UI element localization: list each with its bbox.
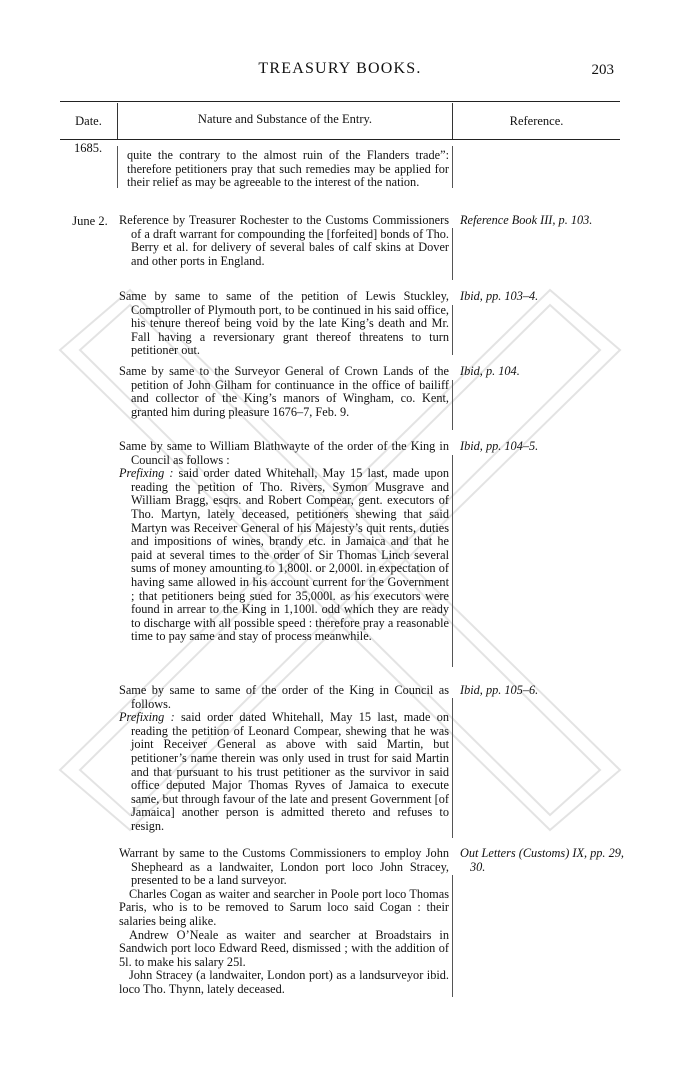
column-bar [452, 875, 453, 997]
entry-text [119, 847, 449, 997]
column-bar [452, 228, 453, 280]
column-header-date: Date. [75, 114, 102, 128]
column-header-nature: Nature and Substance of the Entry. [197, 112, 373, 126]
entry-body: Reference by Treasurer Rochester to the Customs Commissioners of a draft warrant for compounding the [forfeited] bonds of Tho. Berry et al. for delivery of several bales of calf skins at Dover and other ports in England. [119, 213, 449, 268]
prefix-text: said order dated Whitehall, May 15 last, made on reading the petition of Leonard Compear, shewing that he was joint Receiver General as above with said Martin, but petitioner’s name therein was only used in trust for said Martin and that pursuant to his trust petitioner as the survivor in said office deputed Major Thomas Ryves of Jamaica to execute same, but through favour of the late and present Government [of Jamaica] another person is admitted thereto and refuses to resign. [131, 710, 449, 833]
entry-reference [460, 290, 625, 304]
column-bar [452, 455, 453, 667]
entry-reference [460, 684, 625, 698]
prefix-label: Prefixing : [119, 466, 174, 481]
column-header-reference: Reference. [509, 114, 564, 128]
page-number: 203 [591, 62, 614, 78]
entry-text [119, 290, 449, 358]
column-bar [117, 146, 118, 188]
entry-prefix [119, 711, 449, 833]
page-header [60, 60, 620, 90]
entry-body: Same by same to same of the order of the King in Council as follows. [119, 683, 449, 711]
entry-body: Same by same to the Surveyor General of Crown Lands of the petition of John Gilham for continuance in the office of bailiff and collector of the King’s manors of Wingham, co. Kent, granted him during pleasure 1676–7, Feb. 9. [119, 364, 449, 419]
entry-date: 1685. [73, 141, 103, 155]
entry-reference [460, 214, 625, 228]
reference-text: Reference Book III, p. 103. [460, 213, 593, 227]
entry-text [119, 684, 449, 834]
running-title: TREASURY BOOKS. [258, 60, 422, 77]
entry-body: Same by same to William Blathwayte of the order of the King in Council as follows : [119, 439, 449, 467]
entry-date: June 2. [72, 214, 108, 228]
entry-prefix [119, 467, 449, 644]
entry-body: Warrant by same to the Customs Commissioners to employ John Shepheard as a landwaiter, London port loco John Stracey, presented to be a land surveyor. [119, 846, 449, 888]
entry-reference [460, 847, 625, 874]
entry-text [119, 365, 449, 419]
entry-paragraph: Andrew O’Neale as waiter and searcher at Broadstairs in Sandwich port loco Edward Reed, dismissed ; with the addition of 5l. to make his salary 25l. [119, 927, 449, 969]
column-bar [452, 698, 453, 838]
reference-text: Ibid, pp. 104–5. [460, 439, 539, 453]
prefix-text: said order dated Whitehall, May 15 last, made upon reading the petition of Tho. Rivers, Symon Musgrave and William Bragg, esqrs. and Robert Compear, gent. executors of Tho. Martyn, lately deceased, petitioners shewing that said Martyn was Receiver General of his Majesty’s quit rents, duties and impositions of wines, brandy etc. in Jamaica and that he paid at several times to the order of Sir Thomas Linch several sums of money amounting to 1,800l. or 2,000l. in expectation of having same allowed in his account current for the Government ; that petitioners being sued for 35,000l. as his executors were found in arrear to the King in 1,100l. odd which they are ready to discharge with all possible speed : therefore pray a reasonable time to pay same and stay of process meanwhile. [131, 466, 449, 644]
column-bar [452, 146, 453, 188]
entry-body: Same by same to same of the petition of Lewis Stuckley, Comptroller of Plymouth port, to be continued in his said office, his tenure thereof being void by the late King’s death and Mr. Fall having a reversionary grant thereof threatens to turn petitioner out. [119, 289, 449, 358]
entry-text [119, 149, 449, 190]
entry-reference [460, 440, 625, 454]
column-bar [452, 380, 453, 430]
reference-text: Out Letters (Customs) IX, pp. 29, 30. [460, 846, 624, 874]
entry-text [119, 440, 449, 644]
entry-paragraph: Charles Cogan as waiter and searcher in Poole port loco Thomas Paris, who is to be removed to Sarum loco said Cogan : their salaries being alike. [119, 886, 449, 928]
entry-paragraph: John Stracey (a landwaiter, London port) as a landsurveyor ibid. loco Tho. Thynn, lately deceased. [119, 968, 449, 996]
reference-text: Ibid, pp. 105–6. [460, 683, 539, 697]
header-top-rule [60, 101, 620, 102]
reference-text: Ibid, p. 104. [460, 364, 520, 378]
entry-body: quite the contrary to the almost ruin of the Flanders trade”: therefore petitioners pray that such remedies may be applied for their relief as may be agreeable to the interest of the nation. [127, 148, 449, 190]
entry-text [119, 214, 449, 268]
header-bottom-rule [60, 139, 620, 140]
prefix-label: Prefixing : [119, 710, 175, 725]
entry-reference [460, 365, 625, 379]
column-bar [452, 305, 453, 355]
reference-text: Ibid, pp. 103–4. [460, 289, 539, 303]
